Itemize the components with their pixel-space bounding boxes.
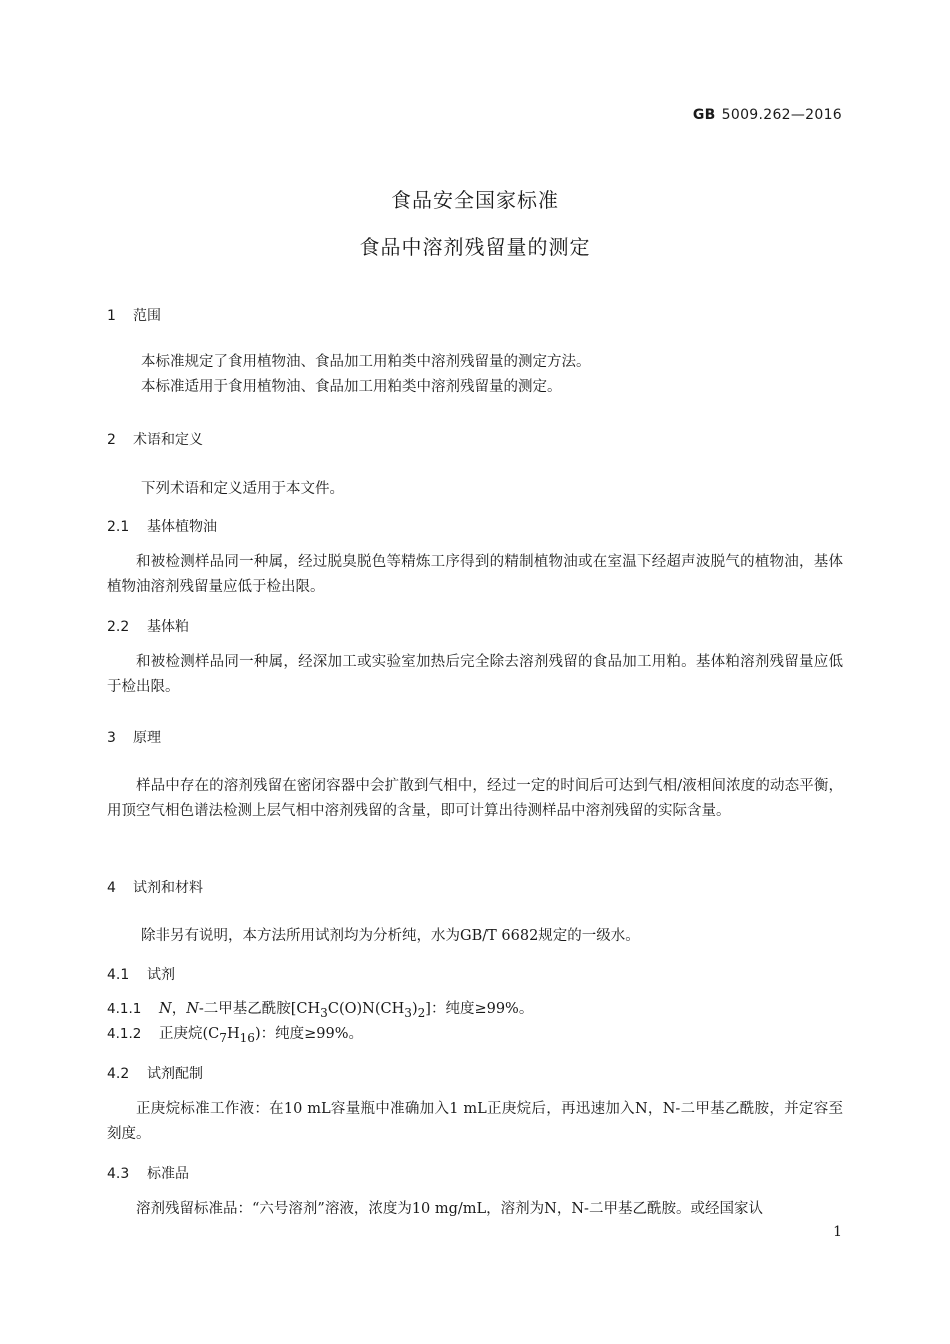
subsection-2-1-heading xyxy=(107,516,217,536)
clause-subscript: 16 xyxy=(239,1030,255,1045)
clause-subscript: 3 xyxy=(320,1005,328,1020)
paragraph: 本标准规定了食用植物油、食品加工用粕类中溶剂残留量的测定方法。 xyxy=(141,354,591,370)
paragraph: 样品中存在的溶剂残留在密闭容器中会扩散到气相中，经过一定的时间后可达到气相/液相间浓度的动态平衡，用顶空气相色谱法检测上层气相中溶剂残留的含量，即可计算出待测样品中溶剂残留的实际含量。 xyxy=(107,778,843,819)
clause-text: H xyxy=(226,1026,240,1042)
subsection-title: 试剂 xyxy=(147,967,175,983)
paragraph: 和被检测样品同一种属，经深加工或实验室加热后完全除去溶剂残留的食品加工用粕。基体粕溶剂残留量应低于检出限。 xyxy=(107,654,843,695)
clause-4-1-1 xyxy=(107,997,533,1020)
clause-subscript: 7 xyxy=(219,1030,227,1045)
subsection-title: 基体粕 xyxy=(147,619,189,635)
subsection-4-3-heading xyxy=(107,1163,189,1183)
paragraph: 下列术语和定义适用于本文件。 xyxy=(141,481,344,497)
clause-text: 正庚烷(C xyxy=(159,1026,220,1042)
clause-number: 4.1.1 xyxy=(107,1001,142,1017)
standard-number: 5009.262—2016 xyxy=(721,107,842,123)
clause-text: -二甲基乙酰胺[CH xyxy=(198,1001,321,1017)
subsection-4-1-heading xyxy=(107,964,175,984)
clause-subscript: 2 xyxy=(417,1005,426,1020)
subsection-number: 2.2 xyxy=(107,619,130,635)
clause-text: ]：纯度≥99%。 xyxy=(425,1001,534,1017)
paragraph: 正庚烷标准工作液：在10 mL容量瓶中准确加入1 mL正庚烷后，再迅速加入N，N-二甲基乙酰胺，并定容至刻度。 xyxy=(107,1101,843,1142)
section-4-heading xyxy=(107,877,203,897)
section-number: 4 xyxy=(107,880,116,896)
subsection-title: 标准品 xyxy=(147,1166,189,1182)
clause-text: N xyxy=(186,1001,199,1017)
subsection-number: 4.3 xyxy=(107,1166,130,1182)
paragraph: 溶剂残留标准品：“六号溶剂”溶液，浓度为10 mg/mL，溶剂为N，N-二甲基乙酰胺。或经国家认 xyxy=(136,1201,763,1217)
paragraph: 本标准适用于食用植物油、食品加工用粕类中溶剂残留量的测定。 xyxy=(141,379,562,395)
subsection-4-2-heading xyxy=(107,1063,203,1083)
clause-number: 4.1.2 xyxy=(107,1026,142,1042)
doc-title-line2: 食品中溶剂残留量的测定 xyxy=(359,235,591,259)
page-number: 1 xyxy=(833,1224,842,1240)
clause-text: )：纯度≥99%。 xyxy=(254,1026,364,1042)
doc-title-line1: 食品安全国家标准 xyxy=(391,188,559,212)
section-title: 原理 xyxy=(133,730,161,746)
section-number: 3 xyxy=(107,730,116,746)
section-number: 2 xyxy=(107,432,116,448)
section-2-heading xyxy=(107,429,203,449)
clause-text: N xyxy=(159,1001,172,1017)
subsection-title: 试剂配制 xyxy=(147,1066,203,1082)
standard-prefix: GB xyxy=(692,107,716,123)
clause-subscript: 3 xyxy=(404,1005,412,1020)
clause-4-1-2 xyxy=(107,1022,363,1045)
paragraph: 和被检测样品同一种属，经过脱臭脱色等精炼工序得到的精制植物油或在室温下经超声波脱气的植物油，基体植物油溶剂残留量应低于检出限。 xyxy=(107,554,843,595)
section-1-heading xyxy=(107,305,161,325)
subsection-title: 基体植物油 xyxy=(147,519,217,535)
section-number: 1 xyxy=(107,308,116,324)
standard-code xyxy=(693,107,842,123)
subsection-2-2-heading xyxy=(107,616,189,636)
clause-text: ) xyxy=(411,1001,418,1017)
section-title: 范围 xyxy=(133,308,161,324)
subsection-number: 2.1 xyxy=(107,519,130,535)
clause-text: ， xyxy=(171,1001,187,1017)
subsection-number: 4.2 xyxy=(107,1066,130,1082)
clause-text: C(O)N(CH xyxy=(327,1001,405,1017)
subsection-number: 4.1 xyxy=(107,967,130,983)
paragraph: 除非另有说明，本方法所用试剂均为分析纯，水为GB/T 6682规定的一级水。 xyxy=(141,928,640,944)
section-title: 术语和定义 xyxy=(133,432,203,448)
section-title: 试剂和材料 xyxy=(133,880,203,896)
section-3-heading xyxy=(107,727,161,747)
